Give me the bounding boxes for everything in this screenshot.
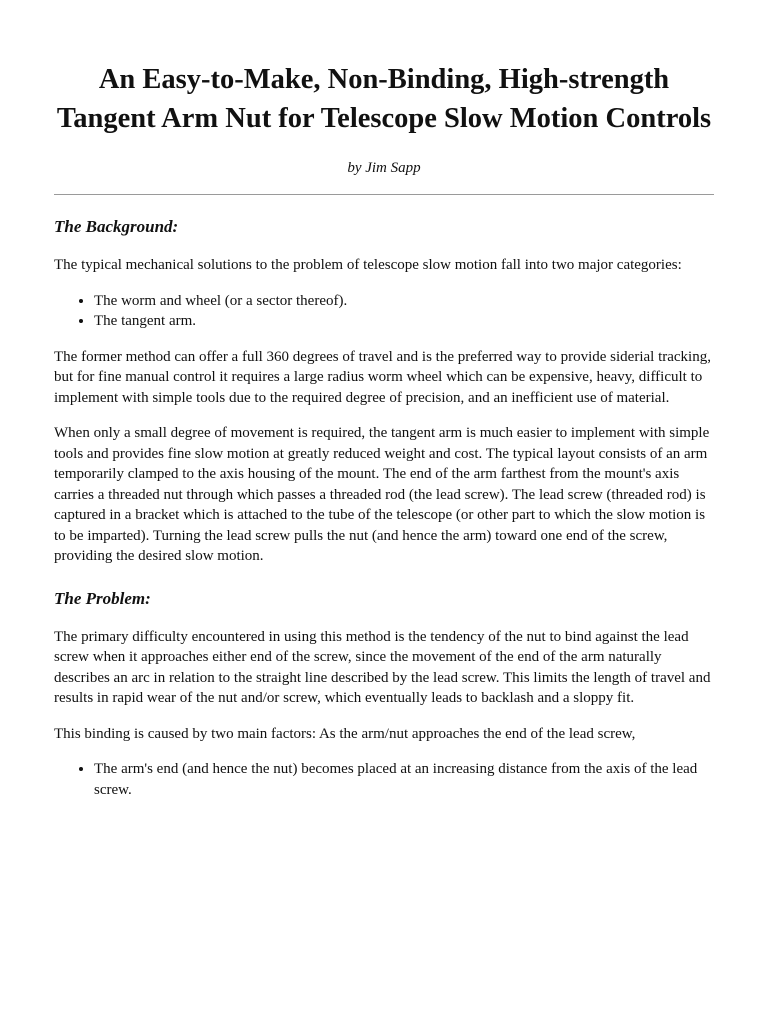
list-item: • The arm's end (and hence the nut) becomes placed at an increasing distance from the axis of the lead screw. [94, 759, 714, 800]
horizontal-divider [54, 194, 714, 195]
worm-wheel-paragraph: The former method can offer a full 360 degrees of travel and is the preferred way to provide siderial tracking, but for fine manual control it requires a large radius worm wheel which can be expensive, heavy, difficult to implement with simple tools due to the required degree of precision, and an inefficient use of material. [54, 348, 711, 406]
article-page [54, 0, 714, 800]
article-title: An Easy-to-Make, Non-Binding, High-strength Tangent Arm Nut for Telescope Slow Motion Controls [56, 64, 712, 134]
binding-factors-list [54, 759, 714, 800]
problem-section [54, 589, 714, 801]
list-item: • The tangent arm. [94, 311, 714, 332]
background-intro-paragraph: The typical mechanical solutions to the problem of telescope slow motion fall into two major categories: [54, 257, 682, 273]
list-item: • The worm and wheel (or a sector thereof). [94, 291, 714, 312]
author-byline: by Jim Sapp [347, 160, 421, 176]
problem-heading: The Problem: [54, 588, 151, 608]
background-section [54, 217, 714, 567]
binding-causes-paragraph: This binding is caused by two main factors: As the arm/nut approaches the end of the lead screw, [54, 725, 636, 742]
background-heading: The Background: [54, 217, 179, 236]
solutions-list [54, 291, 714, 332]
binding-difficulty-paragraph: The primary difficulty encountered in using this method is the tendency of the nut to bind against the lead screw when it approaches either end of the screw, since the movement of the end of the arm naturally describes an arc in relation to the straight line described by the lead screw. This limits the length of travel and results in rapid wear of the nut and/or screw, which eventually leads to backlash and a sloppy fit. [54, 628, 711, 706]
tangent-arm-paragraph: When only a small degree of movement is required, the tangent arm is much easier to implement with simple tools and provides fine slow motion at greatly reduced weight and cost. The typical layout consists of an arm temporarily clamped to the axis housing of the mount. The end of the arm farthest from the mount's axis carries a threaded nut through which passes a threaded rod (the lead screw). The lead screw (threaded rod) is captured in a bracket which is attached to the tube of the telescope (or other part to which the slow motion is to be imparted). Turning the lead screw pulls the nut (and hence the arm) toward one end of the screw, providing the desired slow motion. [54, 425, 710, 564]
